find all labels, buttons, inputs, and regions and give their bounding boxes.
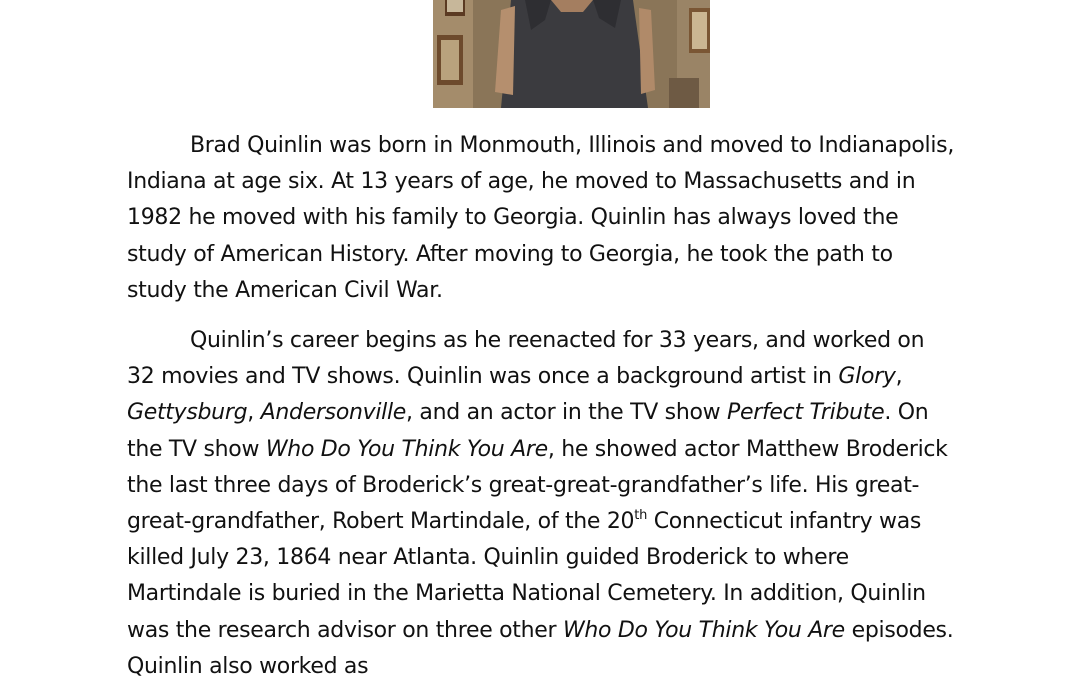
career-text-3: , <box>247 400 261 426</box>
career-text-1: Quinlin’s career begins as he reenacted for 33 years, and worked on 32 movies and TV shows. Quinlin was once a background artist in <box>127 328 925 390</box>
ordinal-suffix: th <box>634 508 648 524</box>
author-photo <box>433 0 710 108</box>
biography-text <box>127 128 957 685</box>
film-title-glory: Glory <box>838 364 896 390</box>
film-title-gettysburg: Gettysburg <box>127 400 248 426</box>
film-title-andersonville: Andersonville <box>260 400 407 426</box>
career-text-8: episodes. Quinlin also worked as <box>127 617 954 679</box>
show-title-wdytya-2: Who Do You Think You Are <box>562 617 845 643</box>
paragraph-career <box>127 323 957 685</box>
author-photo-graphic <box>433 0 710 108</box>
career-text-7: Connecticut infantry was killed July 23, 1864 near Atlanta. Quinlin guided Broderick to where Martindale is buried in the Marietta National Cemetery. In addition, Quinlin was the research advisor on three other <box>127 509 926 643</box>
career-text-6: , he showed actor Matthew Broderick the last three days of Broderick’s great-great-grandfather’s life. His great-great-grandfather, Robert Martindale, of the 20 <box>127 436 948 535</box>
show-title-perfect-tribute: Perfect Tribute <box>727 400 885 426</box>
paragraph-early-life: Brad Quinlin was born in Monmouth, Illinois and moved to Indianapolis, Indiana at age six. At 13 years of age, he moved to Massachusetts and in 1982 he moved with his family to Georgia. Quinlin has always loved the study of American History. After moving to Georgia, he took the path to study the American Civil War. <box>127 133 955 303</box>
career-text-2: , <box>895 364 903 390</box>
show-title-wdytya: Who Do You Think You Are <box>265 436 548 462</box>
career-text-5: . On the TV show <box>127 400 929 462</box>
career-text-4: , and an actor in the TV show <box>406 400 728 426</box>
